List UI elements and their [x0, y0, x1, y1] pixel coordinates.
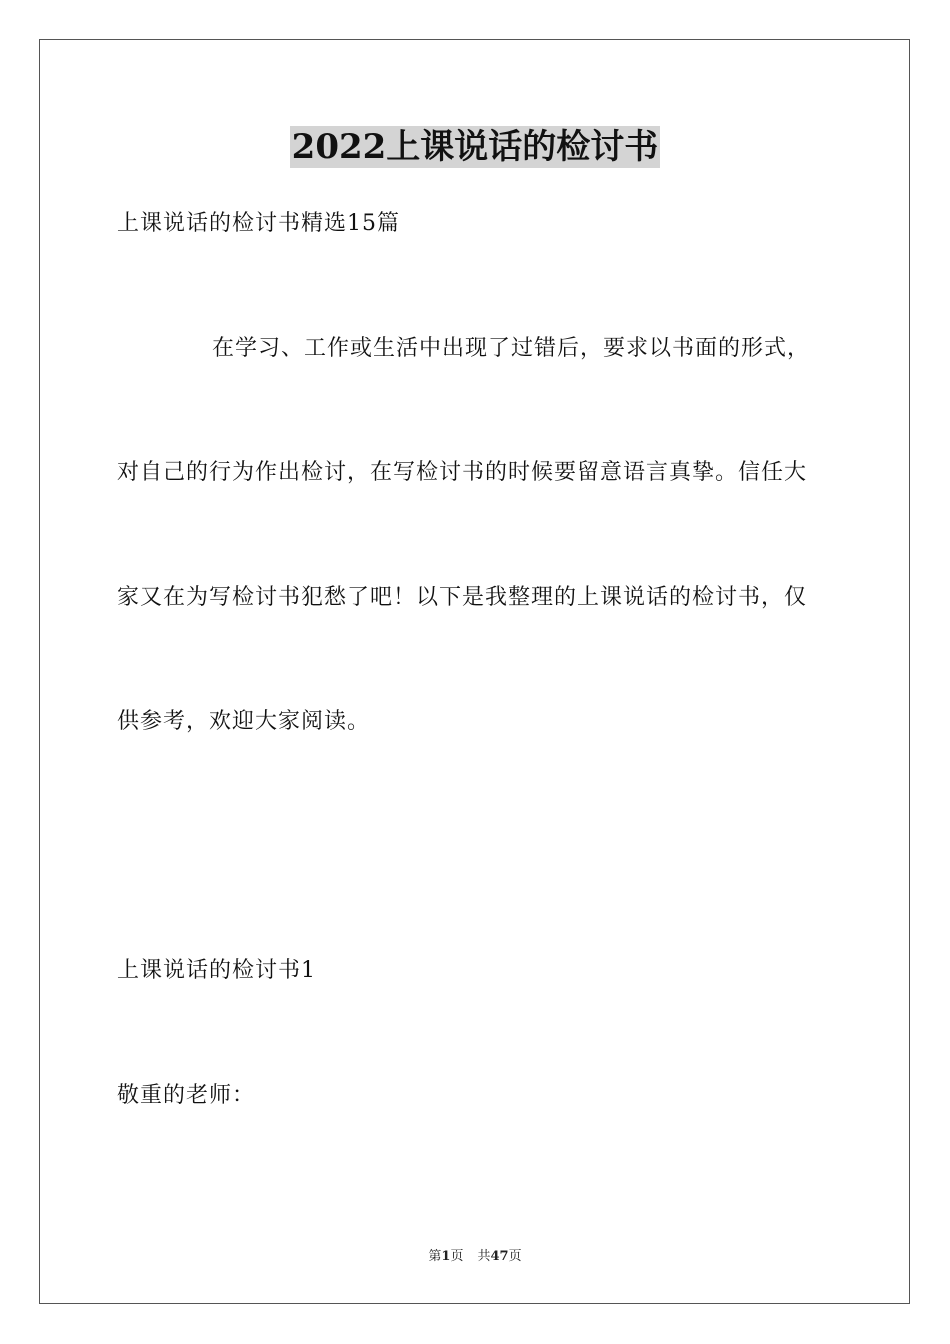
footer-total-suffix: 页 [508, 1249, 522, 1264]
salutation: 敬重的老师： [117, 1083, 256, 1108]
footer-total-pages: 47 [490, 1249, 509, 1264]
document-title: 2022上课说话的检讨书 [291, 127, 659, 167]
title-container [0, 126, 950, 168]
footer-total-prefix: 共 [477, 1249, 491, 1264]
footer-page-prefix: 第 [428, 1249, 442, 1264]
intro-line-4: 供参考，欢迎大家阅读。 [117, 709, 371, 734]
section-heading: 上课说话的检讨书1 [117, 958, 316, 983]
document-subtitle: 上课说话的检讨书精选15篇 [117, 211, 400, 236]
intro-line-1: 在学习、工作或生活中出现了过错后，要求以书面的形式， [212, 336, 811, 361]
footer-page-suffix: 页 [450, 1249, 464, 1264]
page-footer [0, 1248, 950, 1266]
intro-line-3: 家又在为写检讨书犯愁了吧！以下是我整理的上课说话的检讨书，仅 [117, 585, 808, 610]
intro-line-2: 对自己的行为作出检讨，在写检讨书的时候要留意语言真挚。信任大 [117, 460, 808, 485]
footer-page-number: 1 [441, 1249, 451, 1264]
